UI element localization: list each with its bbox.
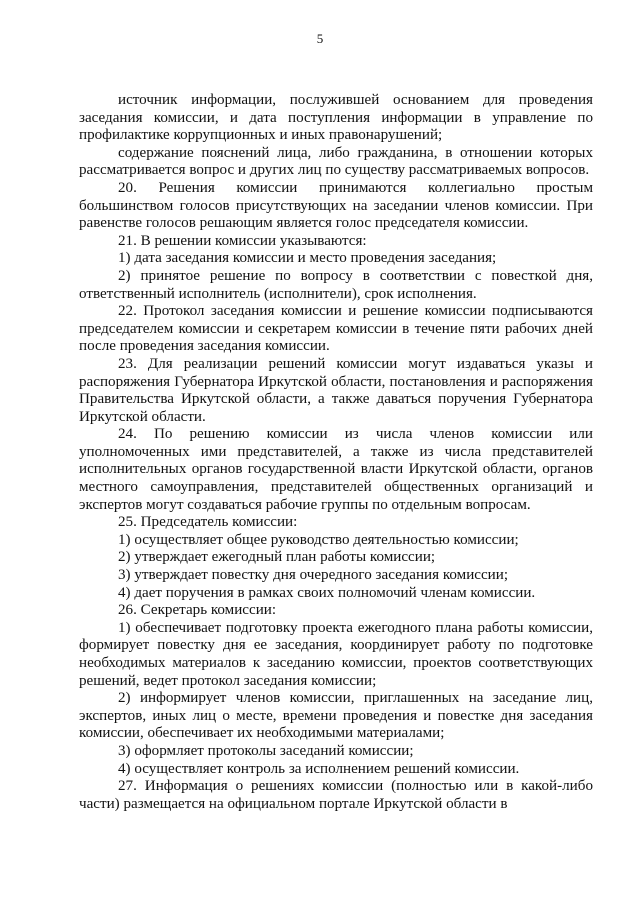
list-item-26-3: 3) оформляет протоколы заседаний комиссии;: [118, 742, 414, 759]
paragraph-item-23: 23. Для реализации решений комиссии могут издаваться указы и распоряжения Губернатора Иркутской области, постановления и распоряжения Правительства Иркутской области, а также даваться поручения Губернатора Иркутской области.: [79, 355, 593, 425]
list-item-21-1: 1) дата заседания комиссии и место проведения заседания;: [118, 250, 497, 267]
list-item-25-2: 2) утверждает ежегодный план работы комиссии;: [118, 549, 436, 566]
paragraph-item-26: 26. Секретарь комиссии:: [118, 602, 277, 619]
paragraph-item-21: 21. В решении комиссии указываются:: [118, 232, 367, 249]
paragraph-item-24: 24. По решению комиссии из числа членов комиссии или уполномоченных ими представителей, а также из числа представителей исполнительных органов государственной власти Иркутской области, органов местного самоуправления, представителей общественных организаций и экспертов могут создаваться рабочие группы по отдельным вопросам.: [79, 426, 593, 513]
paragraph-item-20: 20. Решения комиссии принимаются коллегиально простым большинством голосов присутствующих на заседании членов комиссии. При равенстве голосов решающим является голос председателя комиссии.: [79, 179, 593, 232]
list-item-26-2: 2) информирует членов комиссии, приглашенных на заседание лиц, экспертов, иных лиц о месте, времени проведения и повестке дня заседания комиссии, обеспечивает их необходимыми материалами;: [79, 690, 593, 742]
paragraph-item-22: 22. Протокол заседания комиссии и решение комиссии подписываются председателем комиссии и секретарем комиссии в течение пяти рабочих дней после проведения заседания комиссии.: [79, 303, 593, 355]
list-item-21-2: 2) принятое решение по вопросу в соответствии с повесткой дня, ответственный исполнитель (исполнители), срок исполнения.: [79, 267, 593, 302]
page-number: 5: [316, 31, 324, 46]
list-item-25-3: 3) утверждает повестку дня очередного заседания комиссии;: [118, 567, 509, 584]
list-item-26-1: 1) обеспечивает подготовку проекта ежегодного плана работы комиссии, формирует повестку дня ее заседания, координирует работу по подготовке необходимых материалов к заседанию комиссии, проектов соответствующих решений, ведет протокол заседания комиссии;: [79, 619, 593, 689]
list-item-25-4: 4) дает поручения в рамках своих полномочий членам комиссии.: [118, 584, 536, 601]
paragraph-item-27: 27. Информация о решениях комиссии (полностью или в какой-либо части) размещается на официальном портале Иркутской области в: [79, 778, 593, 812]
paragraph-explanations: содержание пояснений лица, либо гражданина, в отношении которых рассматривается вопрос и других лиц по существу рассматриваемых вопросов.: [79, 144, 593, 179]
list-item-25-1: 1) осуществляет общее руководство деятельностью комиссии;: [118, 531, 519, 548]
list-item-26-4: 4) осуществляет контроль за исполнением решений комиссии.: [118, 760, 520, 777]
paragraph-source-info: источник информации, послужившей основанием для проведения заседания комиссии, и дата поступления информации в управление по профилактике коррупционных и иных правонарушений;: [79, 92, 593, 144]
document-body: [79, 92, 593, 813]
paragraph-item-25: 25. Председатель комиссии:: [118, 514, 298, 531]
